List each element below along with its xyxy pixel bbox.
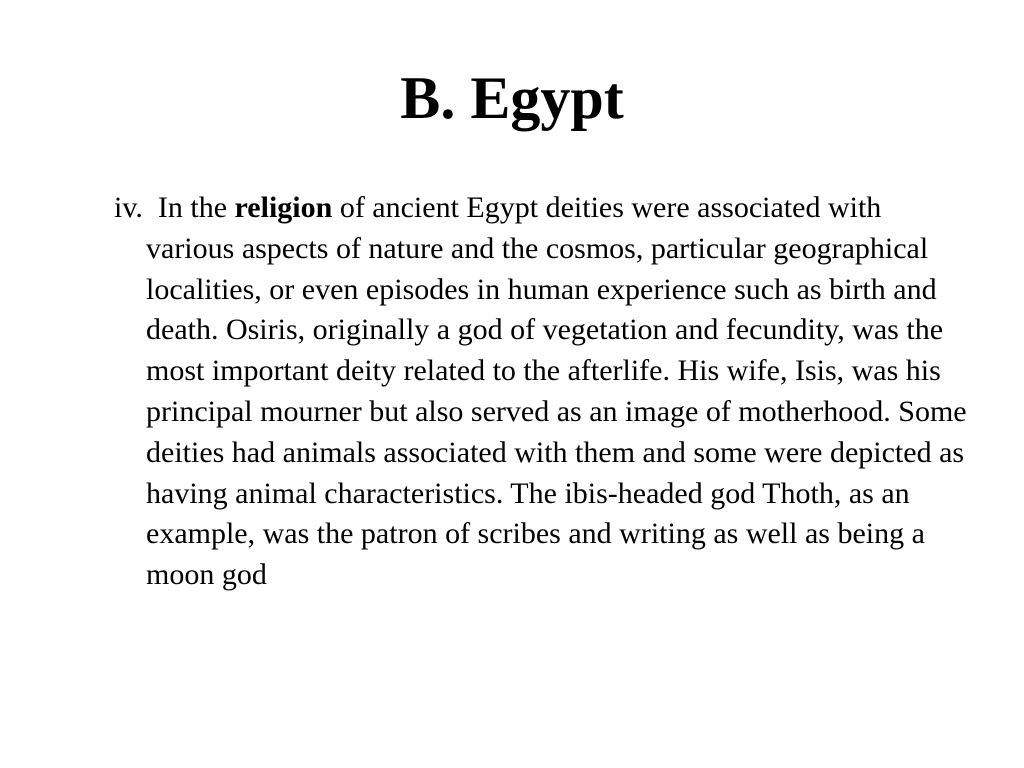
- slide-body: [114, 188, 974, 596]
- emphasized-term: religion: [234, 191, 333, 224]
- slide-title: B. Egypt: [400, 65, 624, 131]
- paragraph-lead: In the: [157, 191, 235, 224]
- bullet-paragraph: [114, 188, 974, 596]
- paragraph-text: of ancient Egypt deities were associated with various aspects of nature and the cosmos, particular geographical localities, or even episodes in human experience such as birth and death. Osiris, originally a god of vegetation and fecundity, was the most important deity related to the afterlife. His wife, Isis, was his principal mourner but also served as an image of motherhood. Some deities had animals associated with them and some were depicted as having animal characteristics. The ibis-headed god Thoth, as an example, was the patron of scribes and writing as well as being a moon god: [146, 191, 967, 592]
- list-marker: iv.: [114, 191, 158, 224]
